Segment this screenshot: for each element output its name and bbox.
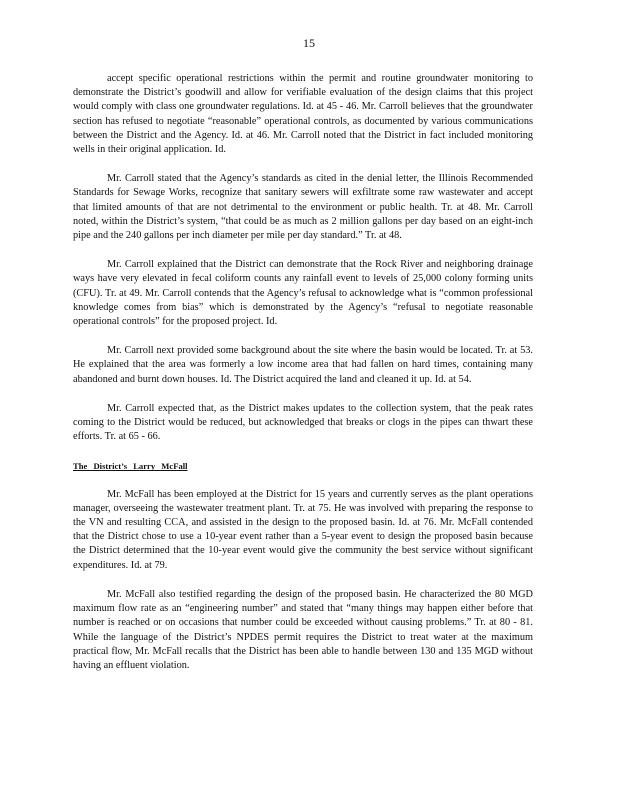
paragraph: Mr. McFall has been employed at the District for 15 years and currently serves as the plant operations manager, overseeing the wastewater treatment plant. Tr. at 75. He was involved with preparing the response to the VN and resulting CCA, and assisted in the design to the proposed basin. Id. at 76. Mr. McFall contended that the District chose to use a 10-year event rather than a 5-year event to design the proposed basin because the District determined that the 10-year event would give the community the best service without significant expenditures. Id. at 79. (73, 488, 533, 571)
paragraph: Mr. Carroll next provided some background about the site where the basin would be located. Tr. at 53. He explained that the area was formerly a low income area that had fallen on hard times, containing many abandoned and burnt down houses. Id. The District acquired the land and cleaned it up. Id. at 54. (73, 345, 533, 385)
paragraph: Mr. Carroll stated that the Agency’s standards as cited in the denial letter, the Illinois Recommended Standards for Sewage Works, recognize that sanitary sewers will exfiltrate some raw wastewater and accept that limited amounts of that are not detrimental to the environment or public health. Tr. at 48. Mr. Carroll noted, within the District’s system, “that could be as much as 2 million gallons per day based on an eight-inch pipe and the 240 gallons per inch diameter per mile per day standard.” Tr. at 48. (73, 173, 533, 242)
paragraph: Mr. Carroll explained that the District can demonstrate that the Rock River and neighboring drainage ways have very elevated in fecal coliform counts any rainfall event to levels of 25,000 colony forming units (CFU). Tr. at 49. Mr. Carroll contends that the Agency’s refusal to acknowledge what is “common professional knowledge comes from bias” which is demonstrated by the Agency’s “refusal to negotiate reasonable operational controls” for the proposed project. Id. (73, 259, 533, 328)
paragraph: Mr. Carroll expected that, as the District makes updates to the collection system, that the peak rates coming to the District would be reduced, but acknowledged that breaks or clogs in the pipes can thwart these efforts. Tr. at 65 - 66. (73, 402, 533, 443)
section-heading: The District’s Larry McFall (73, 461, 188, 472)
paragraph: Mr. McFall also testified regarding the design of the proposed basin. He characterized the 80 MGD maximum flow rate as an “engineering number” and stated that “many things may happen either before that number is reached or on occasions that number could be exceeded without causing problems.” Tr. at 80 - 81. While the language of the District’s NPDES permit requires the District to treat water at the maximum practical flow, Mr. McFall recalls that the District has been able to handle between 130 and 135 MGD without having an effluent violation. (73, 588, 533, 671)
body-text (73, 72, 533, 688)
page-number: 15 (303, 36, 315, 50)
paragraph: accept specific operational restrictions within the permit and routine groundwater monitoring to demonstrate the District’s goodwill and allow for verifiable evaluation of the design claims that this project would comply with class one groundwater regulations. Id. at 45 - 46. Mr. Carroll believes that the groundwater section has refused to negotiate “reasonable” operational controls, as documented by various communications between the District and the Agency. Id. at 46. Mr. Carroll noted that the District in fact included monitoring wells in their original application. Id. (73, 73, 533, 156)
